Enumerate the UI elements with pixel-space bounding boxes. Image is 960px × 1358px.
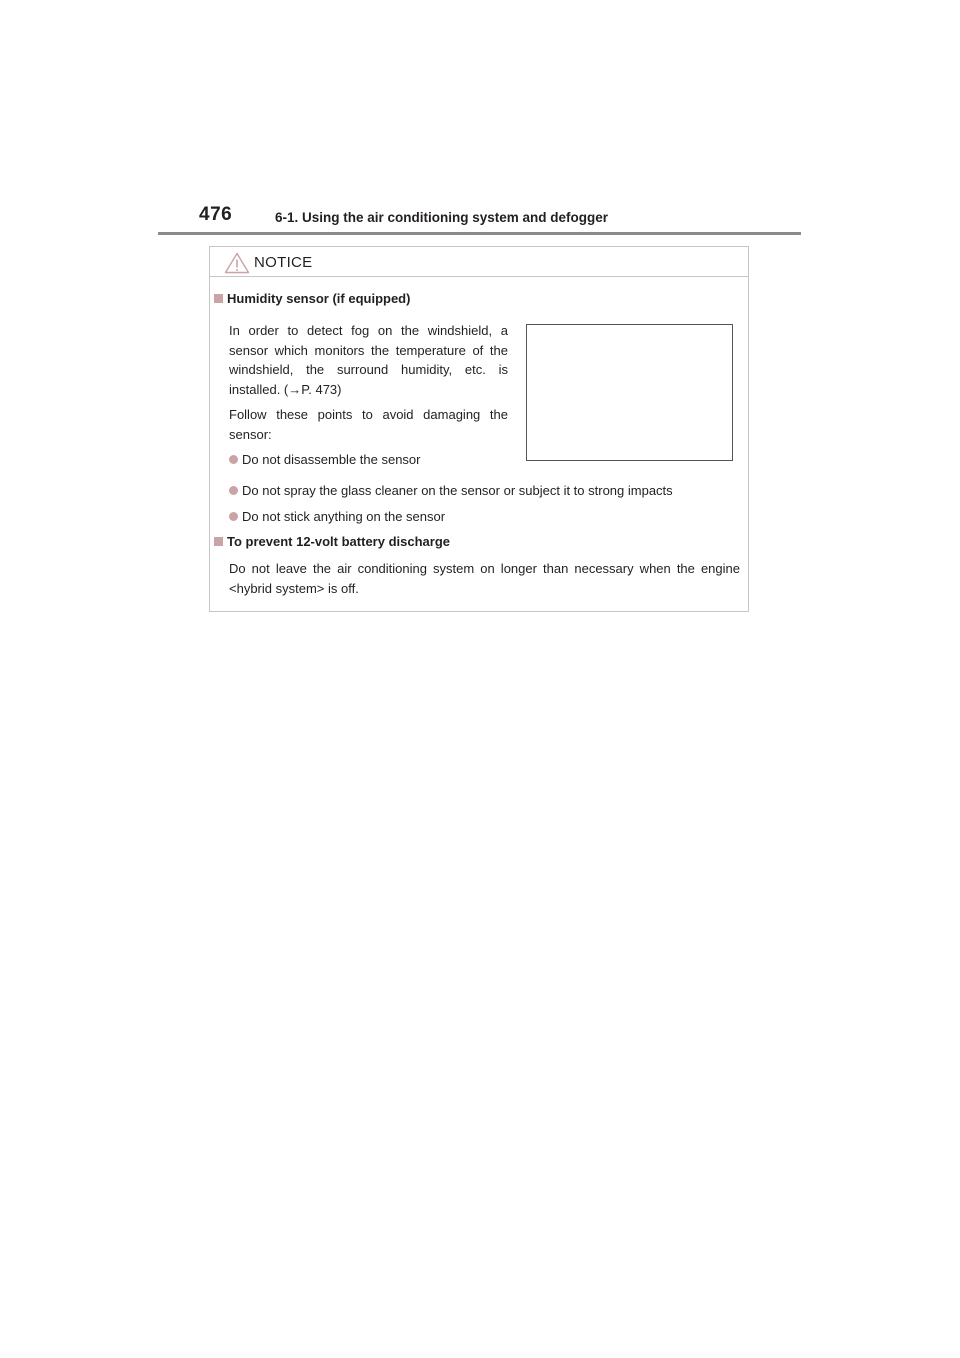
square-bullet-icon [214, 294, 223, 303]
section-heading-label: To prevent 12-volt battery discharge [227, 534, 450, 549]
square-bullet-icon [214, 537, 223, 546]
list-item-text: Do not spray the glass cleaner on the sensor or subject it to strong impacts [242, 483, 673, 498]
bullet-dot-icon [229, 455, 238, 464]
list-item [229, 452, 420, 467]
sensor-illustration-frame [526, 324, 733, 461]
header-rule [158, 232, 801, 235]
sensor-description: In order to detect fog on the windshield, a sensor which monitors the temperature of the windshield, the surround humidity, etc. is installed. (→P. 473) [229, 323, 508, 397]
battery-discharge-description: Do not leave the air conditioning system on longer than necessary when the engine <hybrid system> is off. [229, 561, 740, 596]
sensor-instructions: Follow these points to avoid damaging the sensor: [229, 407, 508, 442]
bullet-dot-icon [229, 512, 238, 521]
list-item [229, 509, 445, 524]
warning-triangle-icon [224, 252, 250, 274]
list-item-text: Do not stick anything on the sensor [242, 509, 446, 524]
notice-header [210, 247, 748, 277]
section-heading-battery-discharge [214, 534, 450, 549]
section-title: 6-1. Using the air conditioning system and defogger [275, 210, 609, 225]
notice-box [209, 246, 749, 612]
list-item-text: Do not disassemble the sensor [242, 452, 421, 467]
section-heading-label: Humidity sensor (if equipped) [227, 291, 411, 306]
notice-title: NOTICE [254, 254, 313, 271]
page-number: 476 [199, 204, 233, 225]
section-heading-humidity-sensor [214, 291, 410, 306]
bullet-dot-icon [229, 486, 238, 495]
list-item [229, 483, 673, 498]
